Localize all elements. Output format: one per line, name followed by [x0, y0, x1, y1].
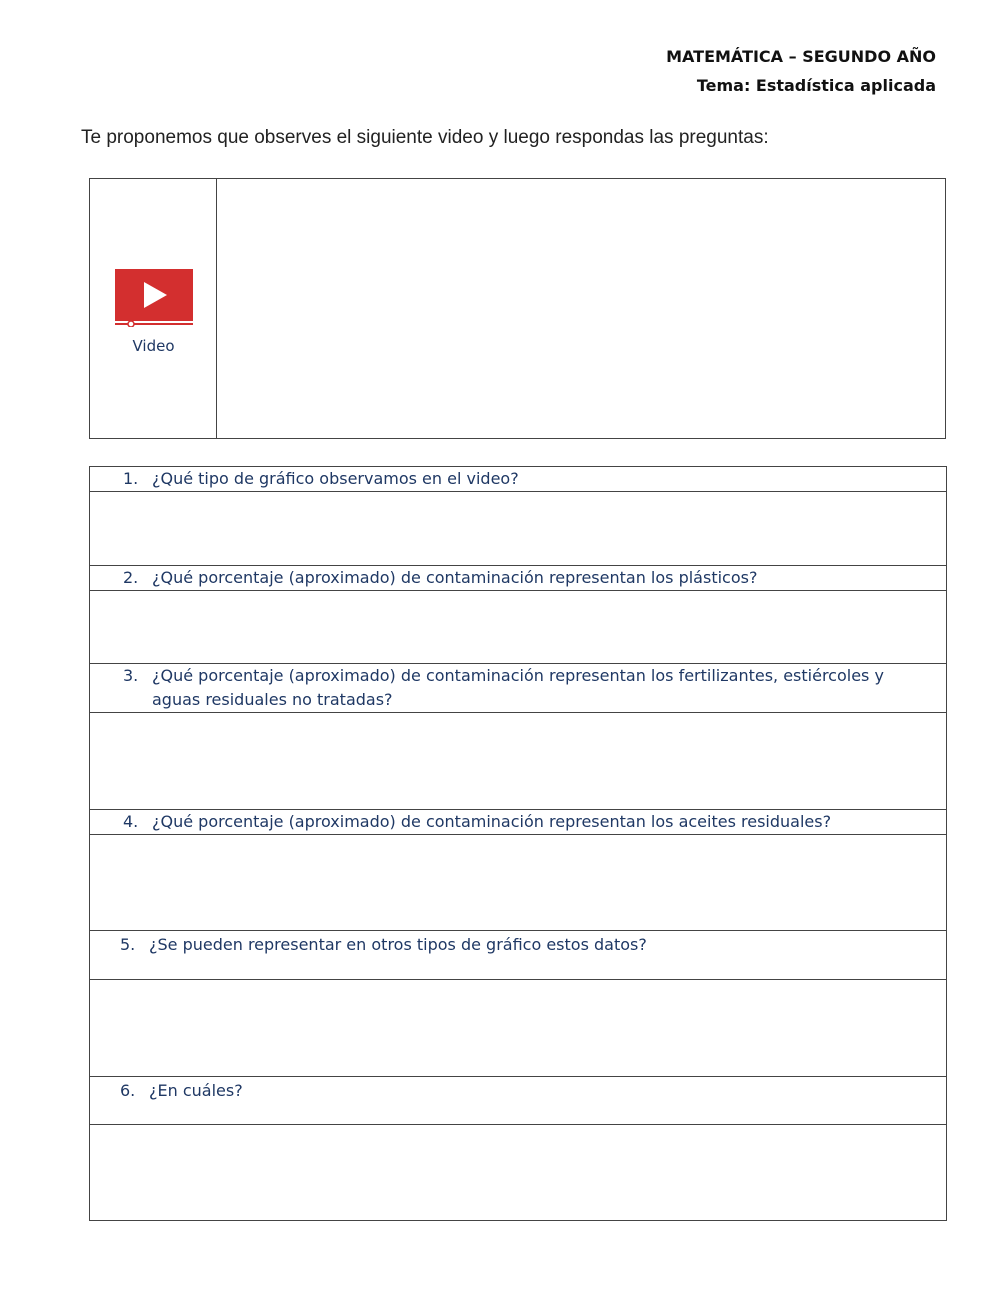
answer-field-3[interactable] [90, 713, 947, 810]
question-row-5 [90, 931, 947, 980]
answer-row-5 [90, 980, 947, 1077]
question-row-1 [90, 467, 947, 492]
answer-field-4[interactable] [90, 835, 947, 931]
question-text: ¿Qué tipo de gráfico observamos en el video? [152, 469, 519, 488]
answer-field-1[interactable] [90, 492, 947, 566]
question-number: 2. [123, 568, 139, 587]
question-number: 5. [120, 935, 136, 954]
question-text: ¿Qué porcentaje (aproximado) de contaminación representan los aceites residuales? [152, 812, 832, 831]
question-row-3 [90, 664, 947, 713]
questions-table [89, 466, 947, 1221]
question-row-6 [90, 1077, 947, 1125]
question-number: 4. [123, 812, 139, 831]
answer-field-6[interactable] [90, 1125, 947, 1221]
intro-instructions: Te proponemos que observes el siguiente video y luego respondas las preguntas: [81, 127, 769, 148]
video-label: Video [132, 337, 175, 355]
question-number: 1. [123, 469, 139, 488]
answer-row-4 [90, 835, 947, 931]
question-number: 6. [120, 1081, 136, 1100]
answer-row-2 [90, 591, 947, 664]
answer-row-1 [90, 492, 947, 566]
document-subject: MATEMÁTICA – SEGUNDO AÑO [666, 47, 936, 66]
document-topic: Tema: Estadística aplicada [696, 76, 936, 95]
answer-row-6 [90, 1125, 947, 1221]
question-text: ¿Qué porcentaje (aproximado) de contaminación representan los fertilizantes, estiércoles y aguas residuales no tratadas? [152, 666, 884, 709]
video-box [89, 178, 946, 439]
question-text: ¿En cuáles? [149, 1081, 243, 1100]
question-number: 3. [123, 666, 139, 685]
answer-field-5[interactable] [90, 980, 947, 1077]
answer-row-3 [90, 713, 947, 810]
question-row-4 [90, 810, 947, 835]
video-embed-area [217, 179, 945, 438]
video-button[interactable] [90, 179, 217, 438]
video-play-icon[interactable] [115, 269, 193, 327]
question-text: ¿Se pueden representar en otros tipos de gráfico estos datos? [149, 935, 647, 954]
question-text: ¿Qué porcentaje (aproximado) de contaminación representan los plásticos? [152, 568, 758, 587]
question-row-2 [90, 566, 947, 591]
answer-field-2[interactable] [90, 591, 947, 664]
